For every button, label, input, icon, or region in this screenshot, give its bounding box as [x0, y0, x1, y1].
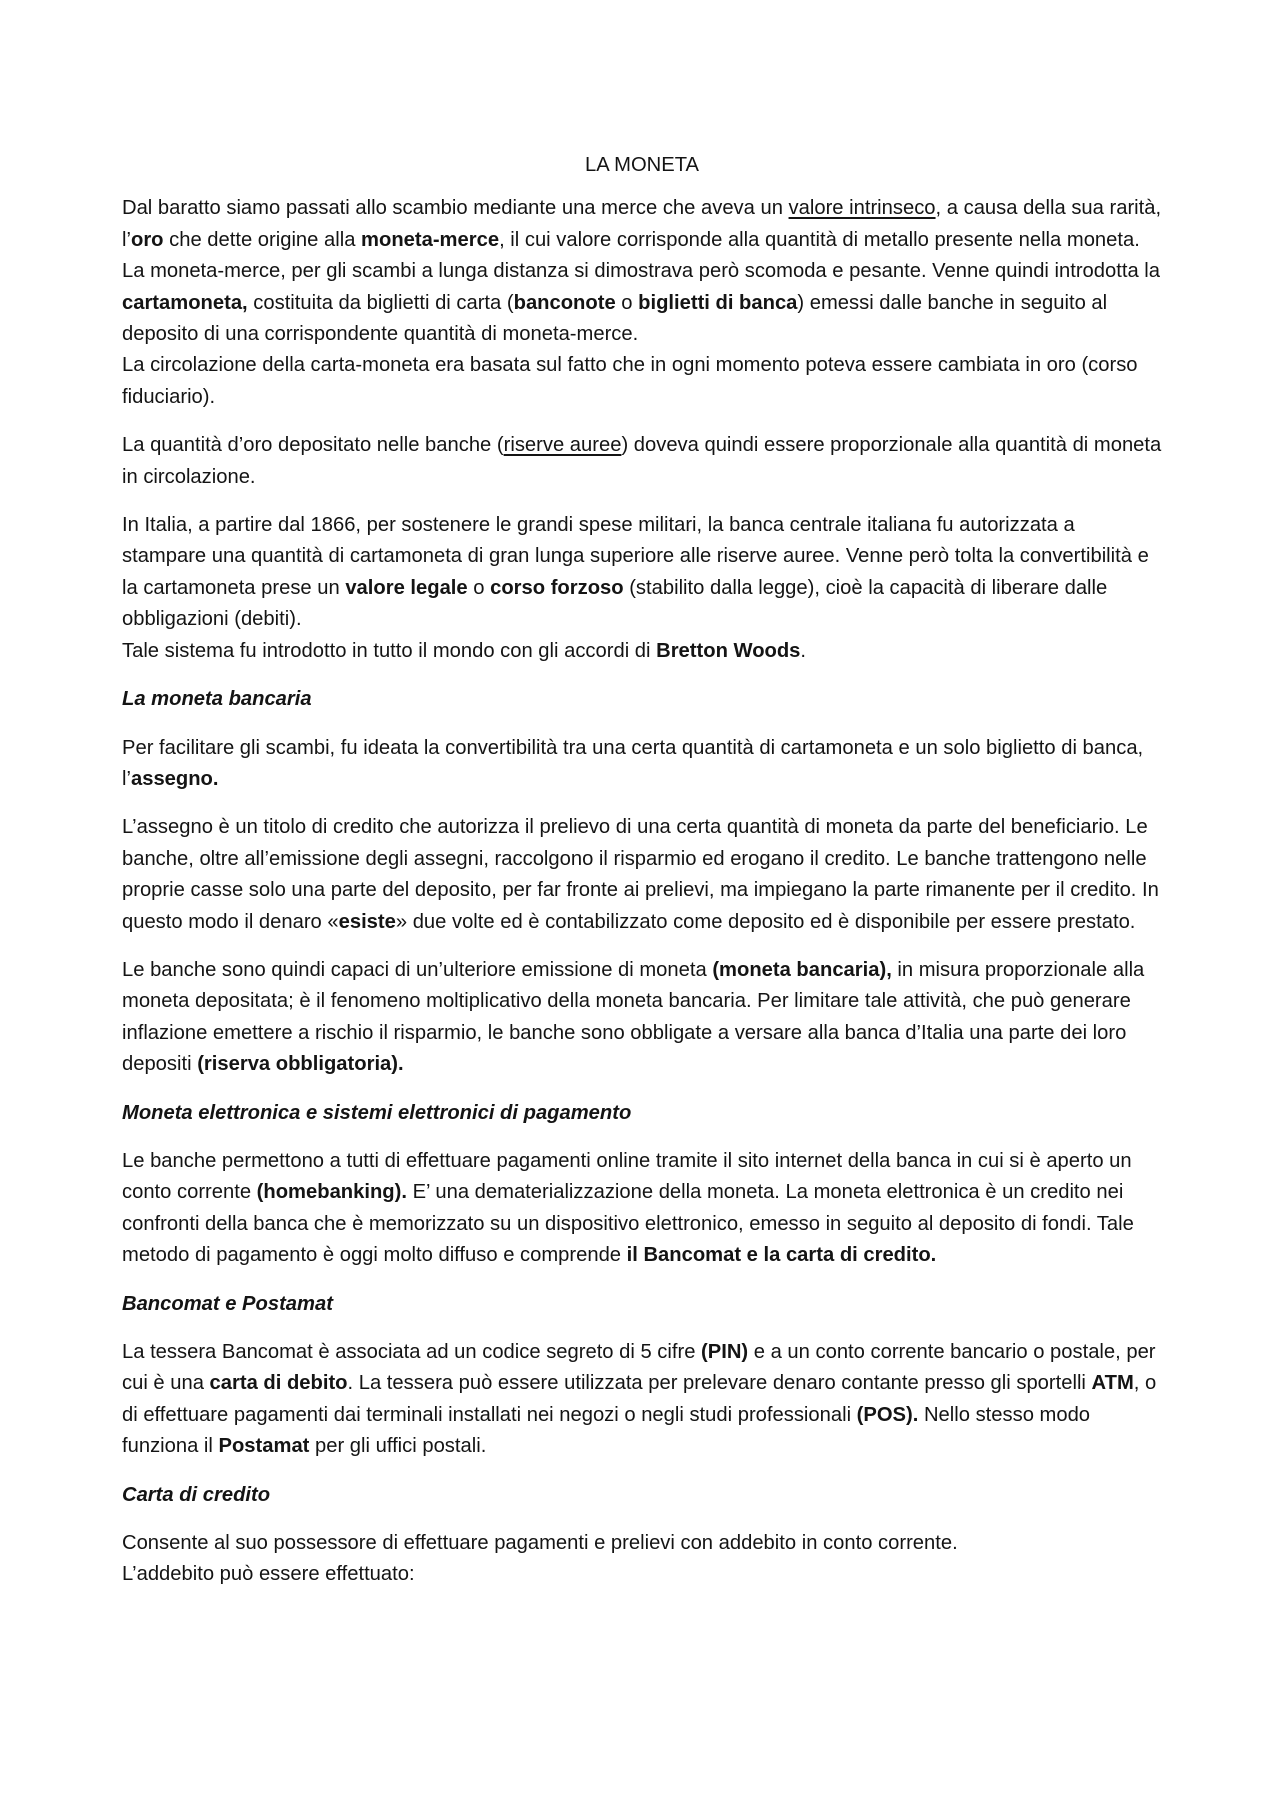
section-heading-moneta-bancaria: La moneta bancaria	[122, 688, 312, 711]
section-heading-bancomat: Bancomat e Postamat	[122, 1292, 333, 1315]
term-riserva-obbligatoria: (riserva obbligatoria).	[197, 1053, 404, 1076]
term-biglietti-di-banca: biglietti di banca	[638, 291, 798, 314]
term-oro: oro	[130, 228, 164, 251]
paragraph-assegno-titolo: L’assegno è un titolo di credito che autorizza il prelievo di una certa quantità di moneta da parte del beneficiario. Le banche, oltre all’emissione degli assegni, raccolgono il risparmio ed erogano il credito. Le banche trattengono nelle proprie casse solo una parte del deposito, per far fronte ai prelievi, ma impiegano la parte rimanente per il credito. In questo modo il denaro «esiste» due volte ed è contabilizzato come deposito ed è disponibile per essere prestato.	[122, 816, 1159, 933]
paragraph-bancomat: La tessera Bancomat è associata ad un codice segreto di 5 cifre (PIN) e a un conto corrente bancario o postale, per cui è una carta di debito. La tessera può essere utilizzata per prelevare denaro contante presso gli sportelli ATM, o di effettuare pagamenti dai terminali installati nei negozi o negli studi professionali (POS). Nello stesso modo funziona il Postamat per gli uffici postali.	[122, 1341, 1157, 1458]
paragraph-homebanking: Le banche permettono a tutti di effettuare pagamenti online tramite il sito internet della banca in cui si è aperto un conto corrente (homebanking). E’ una dematerializzazione della moneta. La moneta elettronica è un credito nei confronti della banca che è memorizzato su un dispositivo elettronico, emesso in seguito al deposito di fondi. Tale metodo di pagamento è oggi molto diffuso e comprende il Bancomat e la carta di credito.	[122, 1149, 1134, 1267]
term-pin: (PIN)	[701, 1341, 749, 1363]
term-moneta-bancaria: (moneta bancaria),	[712, 958, 892, 981]
term-atm: ATM	[1091, 1372, 1134, 1395]
term-valore-legale: valore legale	[345, 576, 468, 599]
section-heading-carta-credito: Carta di credito	[122, 1483, 271, 1506]
term-bretton-woods: Bretton Woods	[656, 639, 801, 662]
document-title: LA MONETA	[584, 154, 700, 176]
section-heading-moneta-elettronica: Moneta elettronica e sistemi elettronici di pagamento	[122, 1101, 632, 1124]
paragraph-moneta-bancaria: Le banche sono quindi capaci di un’ulteriore emissione di moneta (moneta bancaria), in misura proporzionale alla moneta depositata; è il fenomeno moltiplicativo della moneta bancaria. Per limitare tale attività, che può generare inflazione emettere a rischio il risparmio, le banche sono obbligate a versare alla banca d’Italia una parte dei loro depositi (riserva obbligatoria).	[122, 958, 1145, 1076]
paragraph-italia-1866: In Italia, a partire dal 1866, per sostenere le grandi spese militari, la banca centrale italiana fu autorizzata a stampare una quantità di cartamoneta di gran lunga superiore alle riserve auree. Venne però tolta la convertibilità e la cartamoneta prese un valore legale o corso forzoso (stabilito dalla legge), cioè la capacità di liberare dalle obbligazioni (debiti).	[122, 514, 1149, 631]
term-assegno: assegno.	[130, 767, 219, 790]
paragraph-baratto: Dal baratto siamo passati allo scambio mediante una merce che aveva un valore intrinseco, a causa della sua rarità, l’oro che dette origine alla moneta-merce, il cui valore corrisponde alla quantità di metallo presente nella moneta. La moneta-merce, per gli scambi a lunga distanza si dimostrava però scomoda e pesante. Venne quindi introdotta la cartamoneta, costituita da biglietti di carta (banconote o biglietti di banca) emessi dalle banche in seguito al deposito di una corrispondente quantità di moneta-merce.	[122, 197, 1162, 346]
paragraph-bretton-woods: Tale sistema fu introdotto in tutto il mondo con gli accordi di Bretton Woods.	[122, 639, 807, 662]
term-cartamoneta: cartamoneta,	[122, 291, 248, 314]
term-riserve-auree: riserve auree	[503, 434, 622, 457]
term-banconote: banconote	[513, 291, 616, 314]
term-pos: (POS).	[856, 1403, 919, 1426]
paragraph-assegno-intro: Per facilitare gli scambi, fu ideata la convertibilità tra una certa quantità di cartamoneta e un solo biglietto di banca, l’assegno.	[122, 736, 1144, 790]
paragraph-addebito: L’addebito può essere effettuato:	[122, 1563, 415, 1586]
paragraph-carta-credito: Consente al suo possessore di effettuare pagamenti e prelievi con addebito in conto corrente.	[122, 1532, 958, 1555]
term-esiste: esiste	[338, 910, 396, 933]
term-postamat: Postamat	[218, 1435, 310, 1458]
paragraph-riserve-auree: La quantità d’oro depositato nelle banche (riserve auree) doveva quindi essere proporzionale alla quantità di moneta in circolazione.	[122, 434, 1162, 488]
paragraph-circolazione: La circolazione della carta-moneta era basata sul fatto che in ogni momento poteva essere cambiata in oro (corso fiduciario).	[122, 354, 1138, 408]
term-carta-di-debito: carta di debito	[209, 1372, 348, 1395]
term-homebanking: (homebanking).	[256, 1181, 407, 1204]
term-bancomat-carta-credito: il Bancomat e la carta di credito.	[626, 1244, 937, 1267]
term-corso-forzoso: corso forzoso	[490, 576, 624, 599]
term-moneta-merce: moneta-merce	[361, 228, 500, 251]
document-page	[122, 150, 1162, 1591]
term-valore-intrinseco: valore intrinseco	[788, 197, 936, 220]
